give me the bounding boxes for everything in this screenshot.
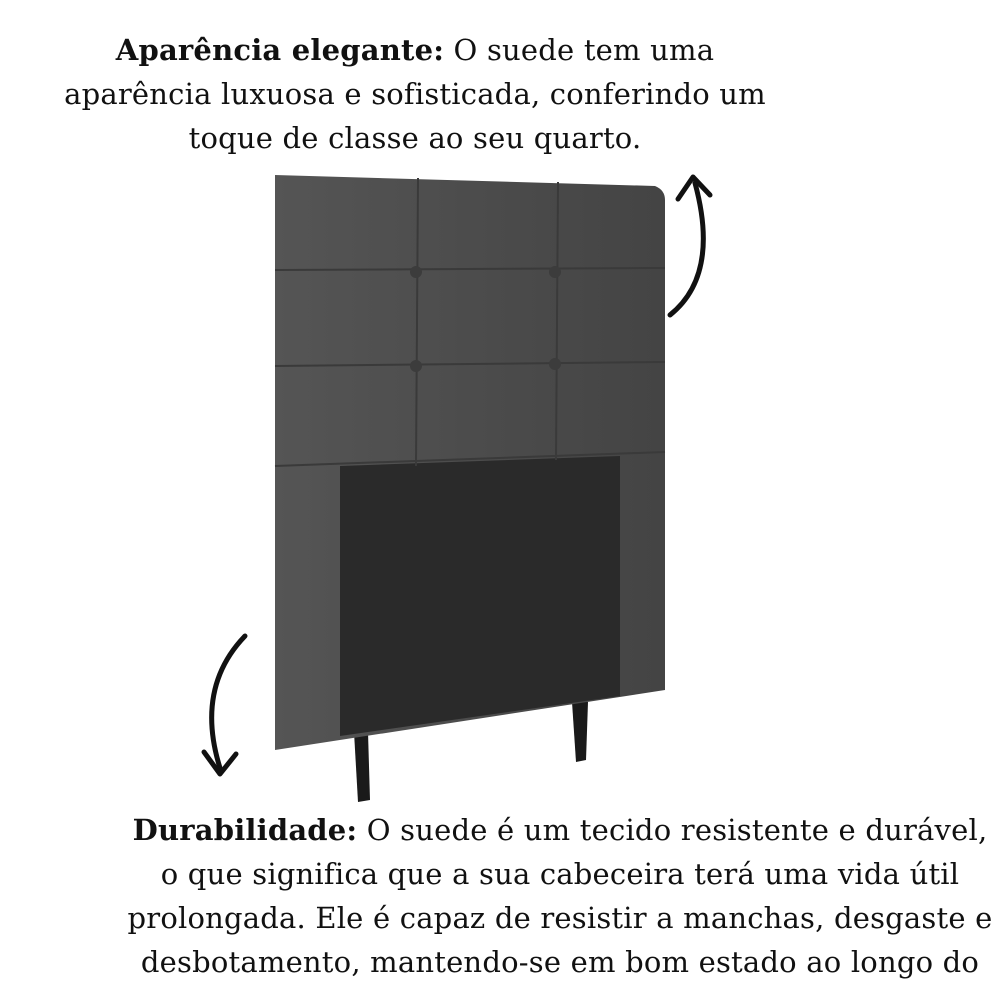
curved-arrow-down-icon (190, 628, 260, 788)
top-caption-body: O suede tem uma aparência luxuosa e sofisticada, conferindo um toque de classe ao seu quarto. (64, 33, 766, 155)
headboard-image (270, 170, 680, 810)
bottom-caption (120, 808, 1000, 984)
headboard-leg-left (354, 732, 370, 802)
headboard-back-panel (340, 456, 620, 736)
top-caption-heading: Aparência elegante: (115, 33, 445, 67)
top-caption (40, 28, 790, 160)
headboard-leg-right (572, 702, 588, 762)
bottom-caption-body: O suede é um tecido resistente e durável, o que significa que a sua cabeceira terá uma vida útil prolongada. Ele é capaz de resistir a manchas, desgaste e desbotamento, mantendo-se em bom estado ao longo do (127, 813, 993, 979)
bottom-caption-heading: Durabilidade: (132, 813, 358, 847)
curved-arrow-up-icon (660, 165, 730, 325)
